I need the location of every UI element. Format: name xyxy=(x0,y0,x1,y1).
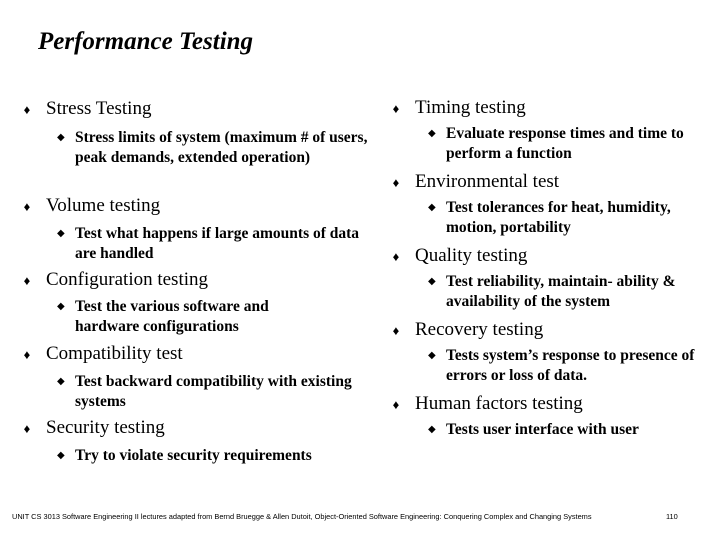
sub-bullet-text: Tests system’s response to presence of errors or loss of data. xyxy=(446,347,695,384)
sub-bullet-text: Stress limits of system (maximum # of users, peak demands, extended operation) xyxy=(75,129,368,166)
diamond-sub-bullet-icon: ◆ xyxy=(428,128,436,139)
bullet-volume-testing xyxy=(22,195,160,217)
sub-bullet-recovery xyxy=(428,346,716,386)
diamond-bullet-icon: ♦ xyxy=(392,249,400,264)
bullet-timing-testing xyxy=(391,97,526,119)
diamond-sub-bullet-icon: ◆ xyxy=(57,228,65,239)
diamond-bullet-icon: ♦ xyxy=(392,323,400,338)
bullet-configuration-testing xyxy=(22,269,208,291)
sub-bullet-security xyxy=(57,446,375,466)
sub-bullet-configuration xyxy=(57,297,320,337)
bullet-label: Timing testing xyxy=(415,97,526,118)
diamond-sub-bullet-icon: ◆ xyxy=(57,301,65,312)
sub-bullet-quality xyxy=(428,272,711,312)
diamond-bullet-icon: ♦ xyxy=(23,199,31,214)
bullet-label: Configuration testing xyxy=(46,269,209,290)
sub-bullet-stress xyxy=(57,128,375,168)
diamond-sub-bullet-icon: ◆ xyxy=(428,202,436,213)
slide-title: Performance Testing xyxy=(38,28,254,55)
bullet-label: Stress Testing xyxy=(46,98,152,119)
footer-credit: UNIT CS 3013 Software Engineering II lectures adapted from Bernd Bruegge & Allen Dutoit, Object-Oriented Software Engineering: Conquering Complex and Changing Systems xyxy=(12,512,592,521)
sub-bullet-volume xyxy=(57,224,375,264)
bullet-label: Recovery testing xyxy=(415,319,544,340)
sub-bullet-text: Tests user interface with user xyxy=(446,421,639,438)
sub-bullet-text: Try to violate security requirements xyxy=(75,447,312,464)
diamond-sub-bullet-icon: ◆ xyxy=(57,376,65,387)
bullet-label: Compatibility test xyxy=(46,343,183,364)
sub-bullet-text: Test what happens if large amounts of data are handled xyxy=(75,225,360,262)
sub-bullet-text: Test reliability, maintain- ability & availability of the system xyxy=(446,273,676,310)
diamond-bullet-icon: ♦ xyxy=(392,101,400,116)
bullet-label: Quality testing xyxy=(415,245,528,266)
bullet-security-testing xyxy=(22,417,165,439)
diamond-bullet-icon: ♦ xyxy=(23,347,31,362)
diamond-bullet-icon: ♦ xyxy=(23,102,31,117)
bullet-quality-testing xyxy=(391,245,527,267)
sub-bullet-text: Test the various software and hardware configurations xyxy=(75,298,269,335)
sub-bullet-text: Test tolerances for heat, humidity, motion, portability xyxy=(446,199,671,236)
sub-bullet-timing xyxy=(428,124,706,164)
sub-bullet-compatibility xyxy=(57,372,355,412)
diamond-sub-bullet-icon: ◆ xyxy=(57,132,65,143)
bullet-label: Human factors testing xyxy=(415,393,583,414)
bullet-label: Volume testing xyxy=(46,195,161,216)
diamond-sub-bullet-icon: ◆ xyxy=(428,276,436,287)
bullet-human-factors-testing xyxy=(391,393,583,415)
diamond-sub-bullet-icon: ◆ xyxy=(428,350,436,361)
diamond-sub-bullet-icon: ◆ xyxy=(57,450,65,461)
diamond-bullet-icon: ♦ xyxy=(392,175,400,190)
bullet-label: Security testing xyxy=(46,417,165,438)
bullet-recovery-testing xyxy=(391,319,543,341)
diamond-bullet-icon: ♦ xyxy=(23,273,31,288)
bullet-stress-testing xyxy=(22,98,151,120)
sub-bullet-human-factors xyxy=(428,420,716,440)
sub-bullet-text: Test backward compatibility with existing systems xyxy=(75,373,352,410)
page-number: 110 xyxy=(666,512,678,521)
diamond-sub-bullet-icon: ◆ xyxy=(428,424,436,435)
bullet-environmental-test xyxy=(391,171,559,193)
sub-bullet-environmental xyxy=(428,198,706,238)
sub-bullet-text: Evaluate response times and time to perform a function xyxy=(446,125,684,162)
bullet-compatibility-test xyxy=(22,343,183,365)
diamond-bullet-icon: ♦ xyxy=(392,397,400,412)
diamond-bullet-icon: ♦ xyxy=(23,421,31,436)
bullet-label: Environmental test xyxy=(415,171,560,192)
